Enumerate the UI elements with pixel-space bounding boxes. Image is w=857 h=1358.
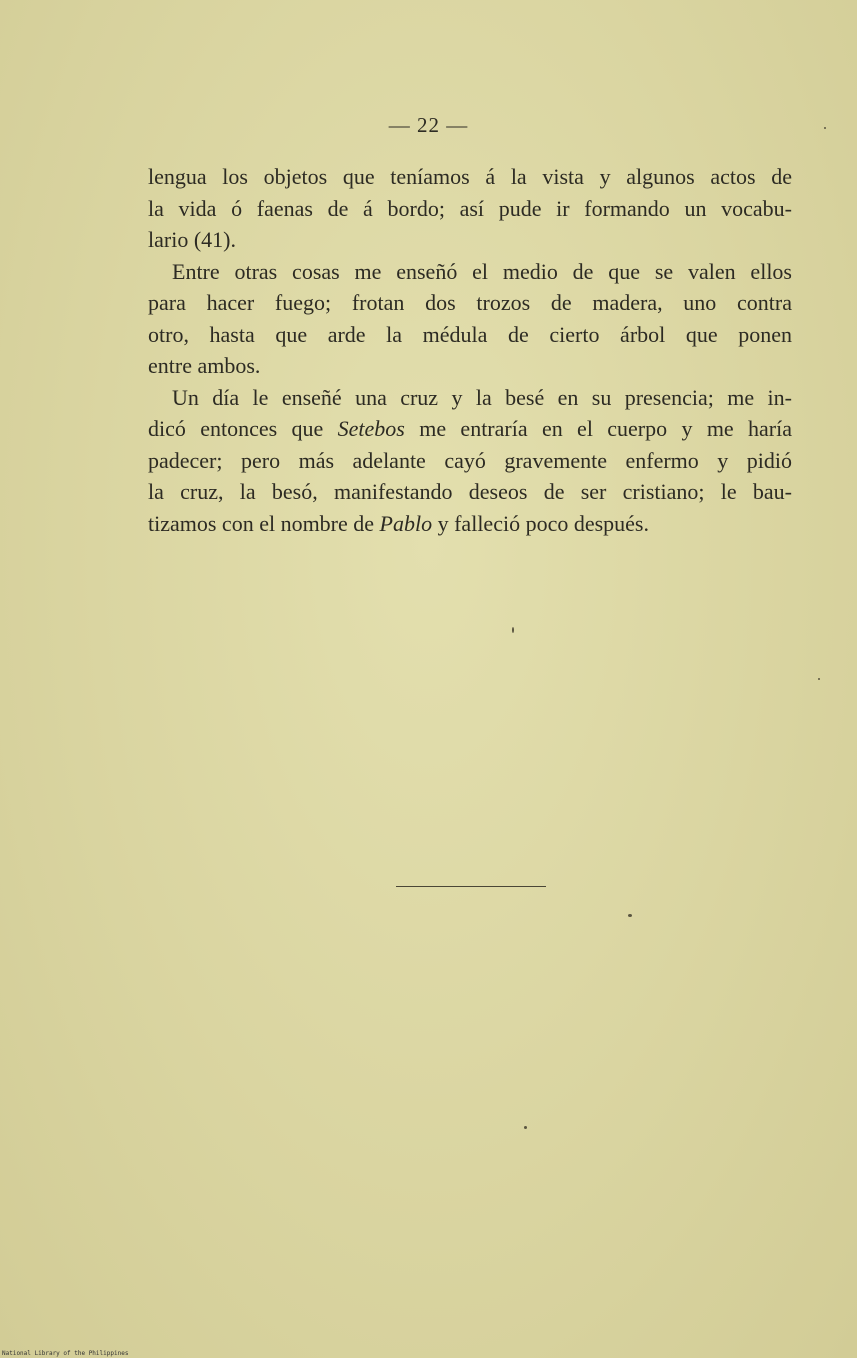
text-line: la vida ó faenas de á bordo; así pude ir formando un vocabu- bbox=[148, 195, 792, 221]
text-fragment: dicó entonces que bbox=[148, 416, 338, 441]
footer-credit: National Library of the Philippines bbox=[2, 1350, 129, 1357]
text-line: otro, hasta que arde la médula de cierto árbol que ponen bbox=[148, 321, 792, 347]
text-fragment: me entraría en el cuerpo y me haría bbox=[404, 416, 793, 441]
text-fragment: tizamos con el nombre de bbox=[148, 510, 380, 536]
italic-name-pablo: Pablo bbox=[379, 510, 433, 536]
text-line: Entre otras cosas me enseñó el medio de que se valen ellos bbox=[172, 258, 792, 284]
paper-speck bbox=[818, 678, 820, 680]
section-divider bbox=[396, 886, 546, 887]
paper-speck bbox=[824, 127, 826, 129]
text-line: entre ambos. bbox=[148, 353, 261, 378]
page-number: — 22 — bbox=[388, 113, 469, 137]
text-fragment: y falleció poco después. bbox=[432, 510, 649, 536]
text-line: para hacer fuego; frotan dos trozos de madera, uno contra bbox=[148, 290, 792, 315]
body-text bbox=[148, 161, 792, 539]
text-line: Un día le enseñé una cruz y la besé en su presencia; me in- bbox=[172, 384, 792, 410]
text-line: lario (41). bbox=[148, 227, 236, 252]
text-line: lengua los objetos que teníamos á la vista y algunos actos de bbox=[148, 164, 792, 189]
paper-speck bbox=[512, 627, 514, 633]
paper-speck bbox=[524, 1126, 527, 1129]
text-line: padecer; pero más adelante cayó gravemente enfermo y pidió bbox=[148, 447, 792, 473]
text-line bbox=[148, 413, 792, 445]
text-line bbox=[148, 508, 792, 540]
italic-name-setebos: Setebos bbox=[337, 416, 405, 441]
text-line: la cruz, la besó, manifestando deseos de ser cristiano; le bau- bbox=[148, 479, 792, 504]
paper-speck bbox=[628, 914, 632, 917]
